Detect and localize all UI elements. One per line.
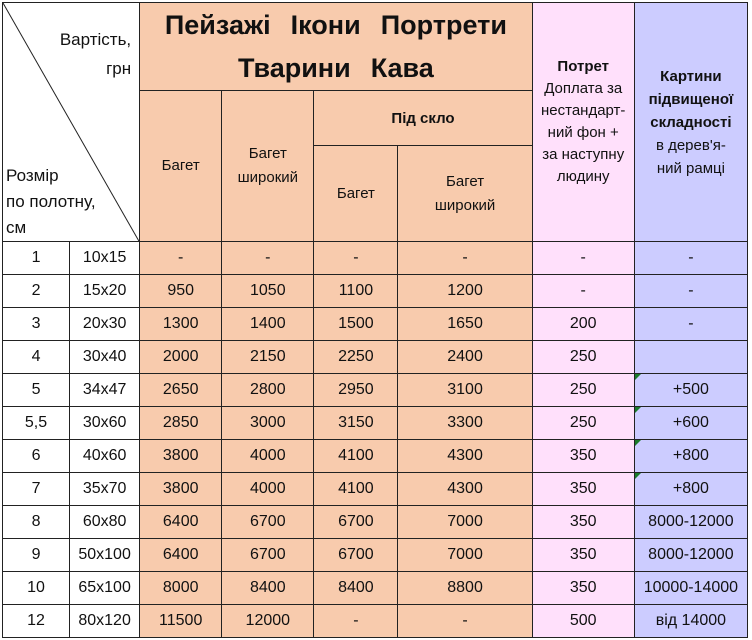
row-number: 5 [3,374,70,407]
price-baget-wide: 6700 [222,539,314,572]
row-number: 9 [3,539,70,572]
price-glass-baget-wide: 2400 [398,341,532,374]
price-baget: 2850 [140,407,222,440]
price-baget-wide: 12000 [222,605,314,638]
table-row [3,242,748,275]
canvas-size: 60x80 [70,506,140,539]
price-glass-baget: 6700 [314,539,398,572]
price-portrait-extra: 350 [532,572,634,605]
price-glass-baget-wide: 3300 [398,407,532,440]
price-glass-baget: - [314,605,398,638]
price-glass-baget: 3150 [314,407,398,440]
price-glass-baget: 6700 [314,506,398,539]
canvas-size: 80x120 [70,605,140,638]
table-row [3,308,748,341]
price-glass-baget-wide: 8800 [398,572,532,605]
table-row [3,407,748,440]
table-row [3,440,748,473]
price-glass-baget: 1100 [314,275,398,308]
price-complex: від 14000 [634,605,747,638]
price-complex: +800 [634,473,747,506]
cost-label: Вартість, грн [59,30,132,78]
price-baget: - [140,242,222,275]
price-baget-wide: 4000 [222,473,314,506]
price-baget-wide: 8400 [222,572,314,605]
table-row [3,275,748,308]
price-portrait-extra: 500 [532,605,634,638]
price-portrait-extra: 250 [532,374,634,407]
price-portrait-extra: 350 [532,440,634,473]
complex-paintings-header: Картини підвищеної складності в дерев'я- ний рамці [634,3,747,242]
price-baget-wide: 3000 [222,407,314,440]
price-glass-baget: 4100 [314,473,398,506]
canvas-size: 10x15 [70,242,140,275]
price-portrait-extra: - [532,275,634,308]
price-complex: - [634,275,747,308]
canvas-size: 30x40 [70,341,140,374]
table-row [3,341,748,374]
price-portrait-extra: 250 [532,341,634,374]
table-row [3,605,748,638]
glass-baget-header: Багет [314,146,398,242]
price-complex: 8000-12000 [634,539,747,572]
price-baget: 6400 [140,539,222,572]
price-baget-wide: 2800 [222,374,314,407]
price-portrait-extra: - [532,242,634,275]
row-number: 3 [3,308,70,341]
price-table [2,2,748,638]
under-glass-header: Під скло [314,91,532,146]
price-portrait-extra: 200 [532,308,634,341]
price-baget-wide: 2150 [222,341,314,374]
main-category-header: Пейзажі Ікони Портрети Тварини Кава [140,3,533,91]
price-glass-baget: 2950 [314,374,398,407]
canvas-size: 15x20 [70,275,140,308]
price-glass-baget-wide: - [398,605,532,638]
price-complex: - [634,308,747,341]
price-glass-baget-wide: 4300 [398,440,532,473]
price-baget: 3800 [140,440,222,473]
price-glass-baget: 8400 [314,572,398,605]
table-row [3,473,748,506]
price-glass-baget: 1500 [314,308,398,341]
price-glass-baget-wide: - [398,242,532,275]
price-baget: 8000 [140,572,222,605]
price-glass-baget: - [314,242,398,275]
canvas-size: 34x47 [70,374,140,407]
price-baget: 950 [140,275,222,308]
price-glass-baget: 2250 [314,341,398,374]
price-glass-baget-wide: 1650 [398,308,532,341]
canvas-size: 35x70 [70,473,140,506]
row-number: 12 [3,605,70,638]
price-baget: 6400 [140,506,222,539]
table-row [3,374,748,407]
price-baget: 2000 [140,341,222,374]
price-complex: 10000-14000 [634,572,747,605]
baget-header: Багет [140,91,222,242]
canvas-size: 20x30 [70,308,140,341]
price-baget-wide: 1050 [222,275,314,308]
price-baget-wide: - [222,242,314,275]
price-glass-baget-wide: 1200 [398,275,532,308]
price-glass-baget-wide: 3100 [398,374,532,407]
price-baget: 3800 [140,473,222,506]
table-row [3,572,748,605]
price-baget: 2650 [140,374,222,407]
price-complex [634,341,747,374]
row-number: 1 [3,242,70,275]
price-baget-wide: 6700 [222,506,314,539]
price-portrait-extra: 350 [532,473,634,506]
price-portrait-extra: 350 [532,539,634,572]
price-rows [3,242,748,638]
price-glass-baget-wide: 7000 [398,506,532,539]
row-number: 7 [3,473,70,506]
price-glass-baget-wide: 7000 [398,539,532,572]
row-number: 4 [3,341,70,374]
canvas-size: 65x100 [70,572,140,605]
glass-baget-wide-header: Багет широкий [398,146,532,242]
price-complex: +800 [634,440,747,473]
price-portrait-extra: 350 [532,506,634,539]
baget-wide-header: Багет широкий [222,91,314,242]
size-label: Розмір по полотну, см [6,166,96,237]
table-row [3,539,748,572]
row-number: 10 [3,572,70,605]
price-complex: 8000-12000 [634,506,747,539]
price-glass-baget: 4100 [314,440,398,473]
corner-header-cell [3,3,140,242]
row-number: 6 [3,440,70,473]
price-complex: - [634,242,747,275]
table-row [3,506,748,539]
canvas-size: 50x100 [70,539,140,572]
row-number: 2 [3,275,70,308]
price-baget-wide: 4000 [222,440,314,473]
price-glass-baget-wide: 4300 [398,473,532,506]
price-baget: 11500 [140,605,222,638]
row-number: 5,5 [3,407,70,440]
price-complex: +600 [634,407,747,440]
price-portrait-extra: 250 [532,407,634,440]
row-number: 8 [3,506,70,539]
portrait-extra-header: Потрет Доплата за нестандарт- ний фон + за наступну людину [532,3,634,242]
canvas-size: 30x60 [70,407,140,440]
price-baget: 1300 [140,308,222,341]
price-complex: +500 [634,374,747,407]
price-baget-wide: 1400 [222,308,314,341]
canvas-size: 40x60 [70,440,140,473]
